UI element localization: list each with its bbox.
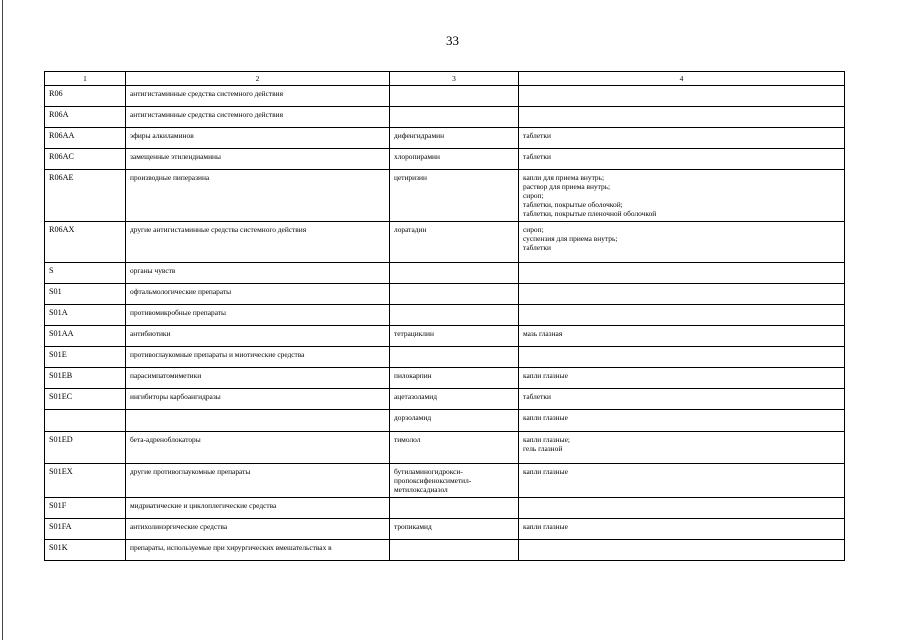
dosage-form-line: мазь глазная (523, 329, 563, 338)
dosage-form-line: капли для приема внутрь; (523, 173, 605, 182)
column-header-1: 1 (45, 72, 126, 86)
dosage-form-cell (519, 107, 845, 128)
dosage-form-line: капли глазные; (523, 435, 570, 444)
table-row (45, 347, 845, 368)
atc-code-cell: S01FA (45, 519, 126, 540)
anatomical-group-cell: антихолинэргические средства (126, 519, 390, 540)
dosage-form-line: раствор для приема внутрь; (523, 182, 611, 191)
atc-code-cell: R06 (45, 86, 126, 107)
dosage-form-line: капли глазные (523, 371, 568, 380)
dosage-form-cell (519, 347, 845, 368)
anatomical-group-cell: замещенные этилендиамины (126, 149, 390, 170)
substance-cell (390, 222, 519, 263)
page-edge-rule (2, 0, 3, 640)
atc-code-cell: R06AX (45, 222, 126, 263)
substance-line: тропикамид (394, 522, 432, 531)
anatomical-group-cell (126, 410, 390, 432)
anatomical-group-cell: противоглаукомные препараты и миотические средства (126, 347, 390, 368)
atc-code-cell: S01K (45, 540, 126, 561)
column-header-3: 3 (390, 72, 519, 86)
atc-code-cell: R06A (45, 107, 126, 128)
table-row (45, 222, 845, 263)
table-row (45, 540, 845, 561)
dosage-form-cell (519, 540, 845, 561)
dosage-form-cell (519, 464, 845, 498)
dosage-form-cell (519, 432, 845, 464)
dosage-form-cell (519, 389, 845, 410)
dosage-form-cell (519, 149, 845, 170)
atc-code-cell: R06AC (45, 149, 126, 170)
anatomical-group-cell: противомикробные препараты (126, 305, 390, 326)
table-row (45, 368, 845, 389)
substance-line: дорзоламид (394, 413, 432, 422)
substance-cell (390, 305, 519, 326)
table-row (45, 326, 845, 347)
dosage-form-cell (519, 305, 845, 326)
anatomical-group-cell: эфиры алкиламинов (126, 128, 390, 149)
dosage-form-line: таблетки (523, 131, 551, 140)
dosage-form-line: суспензия для приема внутрь; (523, 234, 618, 243)
table-row (45, 519, 845, 540)
table-row (45, 410, 845, 432)
table-row (45, 305, 845, 326)
dosage-form-cell (519, 284, 845, 305)
anatomical-group-cell: органы чувств (126, 263, 390, 284)
atc-code-cell: S01ED (45, 432, 126, 464)
substance-cell (390, 498, 519, 519)
table-row (45, 284, 845, 305)
atc-code-cell: S01EB (45, 368, 126, 389)
dosage-form-cell (519, 368, 845, 389)
dosage-form-line: сироп; (523, 191, 544, 200)
anatomical-group-cell: другие антигистаминные средства системного действия (126, 222, 390, 263)
substance-cell (390, 540, 519, 561)
anatomical-group-cell: антигистаминные средства системного действия (126, 107, 390, 128)
table-header-row (45, 72, 845, 86)
anatomical-group-cell: мидриатические и циклоплегические средства (126, 498, 390, 519)
dosage-form-line: капли глазные (523, 522, 568, 531)
substance-cell (390, 263, 519, 284)
substance-line: лоратадин (394, 225, 427, 234)
substance-line: тетрациклин (394, 329, 434, 338)
dosage-form-cell (519, 128, 845, 149)
substance-cell (390, 326, 519, 347)
substance-cell (390, 410, 519, 432)
substance-line: тимолол (394, 435, 421, 444)
dosage-form-cell (519, 498, 845, 519)
table-row (45, 498, 845, 519)
dosage-form-line: таблетки, покрытые оболочкой; (523, 200, 623, 209)
table-row (45, 432, 845, 464)
substance-cell (390, 284, 519, 305)
dosage-form-cell (519, 410, 845, 432)
dosage-form-line: таблетки (523, 243, 551, 252)
substance-line: пилокарпин (394, 371, 432, 380)
atc-code-cell: S01A (45, 305, 126, 326)
substance-cell (390, 347, 519, 368)
atc-code-cell: S01AA (45, 326, 126, 347)
page-number: 33 (446, 33, 459, 48)
dosage-form-line: капли глазные (523, 467, 568, 476)
atc-code-cell: S01E (45, 347, 126, 368)
column-header-4: 4 (519, 72, 845, 86)
substance-cell (390, 368, 519, 389)
dosage-form-line: капли глазные (523, 413, 568, 422)
anatomical-group-cell: антибиотики (126, 326, 390, 347)
drug-registry-table (44, 71, 845, 561)
substance-cell (390, 128, 519, 149)
substance-line: пропоксифеноксиметил- (394, 476, 472, 485)
substance-cell (390, 389, 519, 410)
table-row (45, 86, 845, 107)
dosage-form-cell (519, 326, 845, 347)
atc-code-cell: S (45, 263, 126, 284)
substance-cell (390, 519, 519, 540)
substance-cell (390, 149, 519, 170)
atc-code-cell: R06AE (45, 170, 126, 222)
substance-line: дифенгидрамин (394, 131, 445, 140)
dosage-form-cell (519, 86, 845, 107)
substance-cell (390, 86, 519, 107)
substance-cell (390, 170, 519, 222)
anatomical-group-cell: препараты, используемые при хирургических вмешательствах в (126, 540, 390, 561)
table-row (45, 464, 845, 498)
substance-line: хлоропирамин (394, 152, 440, 161)
atc-code-cell: S01 (45, 284, 126, 305)
substance-line: бутиламиногидрокси- (394, 467, 463, 476)
anatomical-group-cell: бета-адреноблокаторы (126, 432, 390, 464)
atc-code-cell: S01F (45, 498, 126, 519)
atc-code-cell (45, 410, 126, 432)
table-row (45, 389, 845, 410)
dosage-form-line: таблетки (523, 392, 551, 401)
substance-line: цетиризин (394, 173, 427, 182)
substance-cell (390, 107, 519, 128)
anatomical-group-cell: ингибиторы карбоангидразы (126, 389, 390, 410)
table-row (45, 128, 845, 149)
atc-code-cell: S01EC (45, 389, 126, 410)
anatomical-group-cell: парасимпатомиметики (126, 368, 390, 389)
anatomical-group-cell: офтальмологические препараты (126, 284, 390, 305)
column-header-2: 2 (126, 72, 390, 86)
anatomical-group-cell: производные пиперазина (126, 170, 390, 222)
table-row (45, 170, 845, 222)
atc-code-cell: S01EX (45, 464, 126, 498)
anatomical-group-cell: другие противоглаукомные препараты (126, 464, 390, 498)
dosage-form-cell (519, 263, 845, 284)
substance-cell (390, 464, 519, 498)
dosage-form-line: сироп; (523, 225, 544, 234)
table-row (45, 107, 845, 128)
dosage-form-line: таблетки (523, 152, 551, 161)
substance-line: ацетазоламид (394, 392, 437, 401)
dosage-form-line: таблетки, покрытые пленочной оболочкой (523, 209, 657, 218)
table-row (45, 263, 845, 284)
dosage-form-line: гель глазной (523, 444, 563, 453)
dosage-form-cell (519, 170, 845, 222)
registry-body (45, 72, 845, 561)
anatomical-group-cell: антигистаминные средства системного действия (126, 86, 390, 107)
dosage-form-cell (519, 519, 845, 540)
dosage-form-cell (519, 222, 845, 263)
substance-cell (390, 432, 519, 464)
substance-line: метилоксадиазол (394, 485, 448, 494)
table-row (45, 149, 845, 170)
atc-code-cell: R06AA (45, 128, 126, 149)
